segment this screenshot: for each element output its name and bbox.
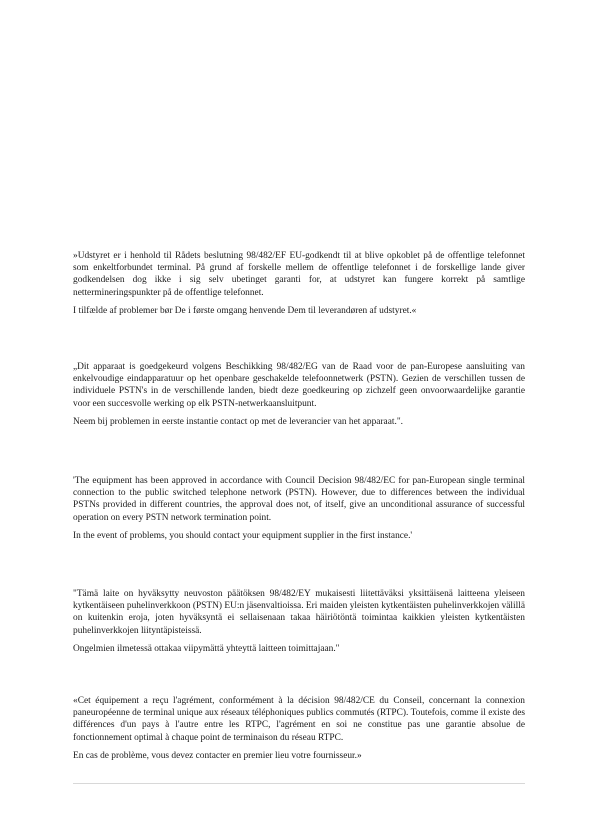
notice-danish: [73, 250, 525, 317]
notice-french: [73, 695, 525, 762]
notice-dutch: [73, 361, 525, 428]
notice-dutch-paragraph-2: Neem bij problemen in eerste instantie contact op met de leverancier van het apparaat.".: [73, 416, 403, 427]
notice-french-paragraph-1: «Cet équipement a reçu l'agrément, conformément à la décision 98/482/CE du Conseil, concernant la connexion paneuropéenne de terminal unique aux réseaux téléphoniques publics commutés (RTPC). Toutefois, comme il existe des différences d'un pays à l'autre entre les RTPC, l'agrément en soi ne constitue pas une garantie absolue de fonctionnement optimal à chaque point de terminaison du réseau RTPC.: [73, 696, 525, 743]
notice-finnish: [73, 588, 525, 655]
notice-french-paragraph-2: En cas de problème, vous devez contacter en premier lieu votre fournisseur.»: [73, 750, 362, 761]
notice-english-paragraph-2: In the event of problems, you should contact your equipment supplier in the first instance.': [73, 530, 413, 541]
notice-danish-paragraph-1: »Udstyret er i henhold til Rådets beslutning 98/482/EF EU-godkendt til at blive opkoblet på de offentlige telefonnet som enkeltforbundet terminal. På grund af forskelle mellem de offentlige telefonnet i de forskellige lande giver godkendelsen dog ikke i sig selv ubetinget garanti for, at udstyret kan fungere korrekt på samtlige nettermineringspunkter på de offentlige telefonnet.: [73, 251, 525, 298]
notice-english: [73, 475, 525, 542]
notice-english-paragraph-1: 'The equipment has been approved in accordance with Council Decision 98/482/EC for pan-European single terminal connection to the public switched telephone network (PSTN). However, due to differences between the individual PSTNs provided in different countries, the approval does not, of itself, give an unconditional assurance of successful operation on every PSTN network termination point.: [73, 476, 525, 523]
footer-divider: [73, 783, 525, 784]
notice-finnish-paragraph-2: Ongelmien ilmetessä ottakaa viipymättä yhteyttä laitteen toimittajaan.": [73, 643, 340, 654]
notice-dutch-paragraph-1: „Dit apparaat is goedgekeurd volgens Beschikking 98/482/EG van de Raad voor de pan-Europese aansluiting van enkelvoudige eindapparatuur op het openbare geschakelde telefoonnetwerk (PSTN). Gezien de verschillen tussen de individuele PSTN's in de verschillende landen, biedt deze goedkeuring op zichzelf geen onvoorwaardelijke garantie voor een succesvolle werking op elk PSTN-netwerkaansluitpunt.: [73, 362, 525, 409]
notice-danish-paragraph-2: I tilfælde af problemer bør De i første omgang henvende Dem til leverandøren af udstyret.«: [73, 305, 417, 316]
notice-finnish-paragraph-1: "Tämä laite on hyväksytty neuvoston päätöksen 98/482/EY mukaisesti liitettäväksi yksittäisenä laitteena yleiseen kytkentäiseen puhelinverkkoon (PSTN) EU:n jäsenvaltioissa. Eri maiden yleisten kytkentäisten puhelinverkkojen välillä on kuitenkin eroja, joten hyväksyntä ei sellaisenaan takaa häiriötöntä toimintaa kaikkien yleisten kytkentäisten puhelinverkkojen liityntäpisteissä.: [73, 589, 525, 636]
